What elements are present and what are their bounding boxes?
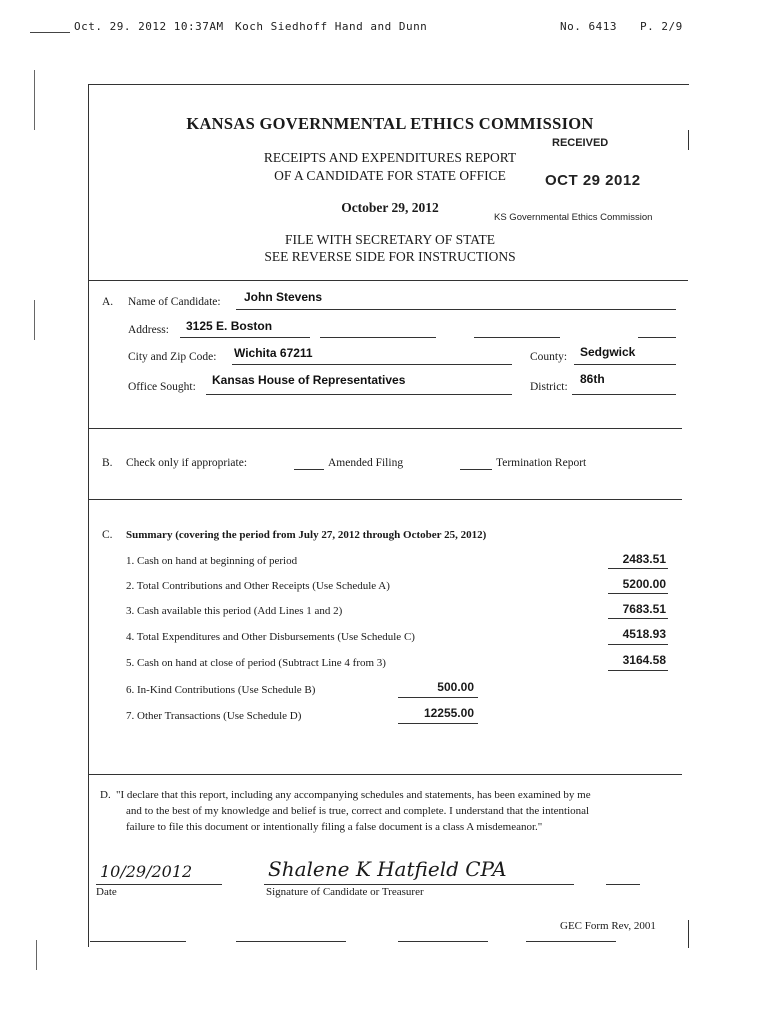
address-line-3 xyxy=(474,337,560,338)
summary-line-value: 12255.00 xyxy=(423,706,474,720)
district-value: 86th xyxy=(580,372,605,386)
scan-mark xyxy=(34,300,35,340)
city-zip-label: City and Zip Code: xyxy=(128,351,217,363)
summary-line-text: 5. Cash on hand at close of period (Subtract Line 4 from 3) xyxy=(126,657,386,669)
summary-heading: Summary (covering the period from July 27, 2012 through October 25, 2012) xyxy=(126,529,487,541)
amended-filing-label: Amended Filing xyxy=(328,457,404,469)
summary-line-value: 7683.51 xyxy=(622,602,666,616)
fax-page: P. 2/9 xyxy=(640,20,683,33)
office-sought-label: Office Sought: xyxy=(128,381,196,393)
summary-line-underline xyxy=(608,644,668,645)
city-zip-line xyxy=(232,364,512,365)
section-divider xyxy=(88,280,688,281)
fax-header xyxy=(30,20,730,36)
summary-line-text: 2. Total Contributions and Other Receipts (Use Schedule A) xyxy=(126,580,390,592)
summary-line-underline xyxy=(398,723,478,724)
footer-rule xyxy=(236,941,346,942)
candidate-name-label: Name of Candidate: xyxy=(128,296,221,308)
file-instruction-2: SEE REVERSE SIDE FOR INSTRUCTIONS xyxy=(264,249,516,264)
address-line xyxy=(180,337,310,338)
city-zip-value: Wichita 67211 xyxy=(234,346,313,360)
amended-filing-checkbox[interactable] xyxy=(294,469,324,470)
section-c-letter: C. xyxy=(102,529,113,541)
district-line xyxy=(572,394,676,395)
check-appropriate-label: Check only if appropriate: xyxy=(126,457,248,469)
summary-line-text: 7. Other Transactions (Use Schedule D) xyxy=(126,710,302,722)
received-stamp-label: RECEIVED xyxy=(552,137,609,149)
summary-line-text: 3. Cash available this period (Add Lines 1 and 2) xyxy=(126,605,343,617)
declaration-date-value: 10/29/2012 xyxy=(100,862,193,881)
office-sought-value: Kansas House of Representatives xyxy=(212,373,406,387)
form-subtitle-2: OF A CANDIDATE FOR STATE OFFICE xyxy=(274,168,506,183)
district-label: District: xyxy=(530,381,568,393)
address-line-4 xyxy=(638,337,676,338)
fax-timestamp: Oct. 29. 2012 10:37AM xyxy=(74,20,224,33)
frame-edge xyxy=(688,130,689,150)
address-value: 3125 E. Boston xyxy=(186,319,273,333)
section-divider xyxy=(88,499,682,500)
summary-line-underline xyxy=(608,593,668,594)
termination-report-checkbox[interactable] xyxy=(460,469,492,470)
declaration-line-3: failure to file this document or intentionally filing a false document is a class A misdemeanor." xyxy=(126,821,543,833)
form-revision: GEC Form Rev, 2001 xyxy=(560,920,656,932)
signature-line xyxy=(264,884,574,885)
summary-line-text: 6. In-Kind Contributions (Use Schedule B) xyxy=(126,684,316,696)
termination-report-label: Termination Report xyxy=(496,457,587,469)
section-a-letter: A. xyxy=(102,296,114,308)
office-sought-line xyxy=(206,394,512,395)
declaration-line-1: "I declare that this report, including any accompanying schedules and statements, has been examined by me xyxy=(116,789,591,801)
scan-mark xyxy=(34,70,35,130)
summary-line-underline xyxy=(608,568,668,569)
frame-edge xyxy=(688,920,689,948)
form-date: October 29, 2012 xyxy=(341,200,439,215)
county-label: County: xyxy=(530,351,568,363)
address-line-2 xyxy=(320,337,436,338)
county-value: Sedgwick xyxy=(580,345,636,359)
fax-number: No. 6413 xyxy=(560,20,617,33)
date-label: Date xyxy=(96,886,117,898)
treasurer-signature: Shalene K Hatfield CPA xyxy=(268,857,507,881)
fax-sender: Koch Siedhoff Hand and Dunn xyxy=(235,20,428,33)
summary-line-value: 3164.58 xyxy=(622,653,666,667)
file-instruction-1: FILE WITH SECRETARY OF STATE xyxy=(284,232,496,247)
fax-header-rule xyxy=(30,20,70,33)
section-divider xyxy=(88,428,682,429)
county-line xyxy=(574,364,676,365)
summary-line-text: 1. Cash on hand at beginning of period xyxy=(126,555,298,567)
summary-line-value: 4518.93 xyxy=(622,627,666,641)
signature-label: Signature of Candidate or Treasurer xyxy=(266,886,424,898)
section-divider xyxy=(88,774,682,775)
section-b-letter: B. xyxy=(102,457,113,469)
candidate-name-value: John Stevens xyxy=(244,290,323,304)
footer-rule xyxy=(90,941,186,942)
summary-line-underline xyxy=(608,670,668,671)
summary-line-underline xyxy=(608,618,668,619)
form-title: KANSAS GOVERNMENTAL ETHICS COMMISSION xyxy=(186,114,594,133)
summary-line-text: 4. Total Expenditures and Other Disbursements (Use Schedule C) xyxy=(126,631,415,643)
summary-line-underline xyxy=(398,697,478,698)
summary-line-value: 500.00 xyxy=(437,680,474,694)
form-subtitle-1: RECEIPTS AND EXPENDITURES REPORT xyxy=(263,150,517,165)
declaration-line-2: and to the best of my knowledge and belief is true, correct and complete. I understand that the intentional xyxy=(126,805,590,817)
signature-line-extension xyxy=(606,884,640,885)
summary-line-value: 2483.51 xyxy=(622,552,666,566)
footer-rule xyxy=(398,941,488,942)
received-stamp-agency: KS Governmental Ethics Commission xyxy=(494,212,653,223)
section-d-letter: D. xyxy=(100,789,111,801)
address-label: Address: xyxy=(128,324,169,336)
received-stamp-date: OCT 29 2012 xyxy=(545,172,641,189)
date-line xyxy=(96,884,222,885)
summary-line-value: 5200.00 xyxy=(622,577,666,591)
candidate-name-line xyxy=(236,309,676,310)
footer-rule xyxy=(526,941,616,942)
scan-mark xyxy=(36,940,37,970)
